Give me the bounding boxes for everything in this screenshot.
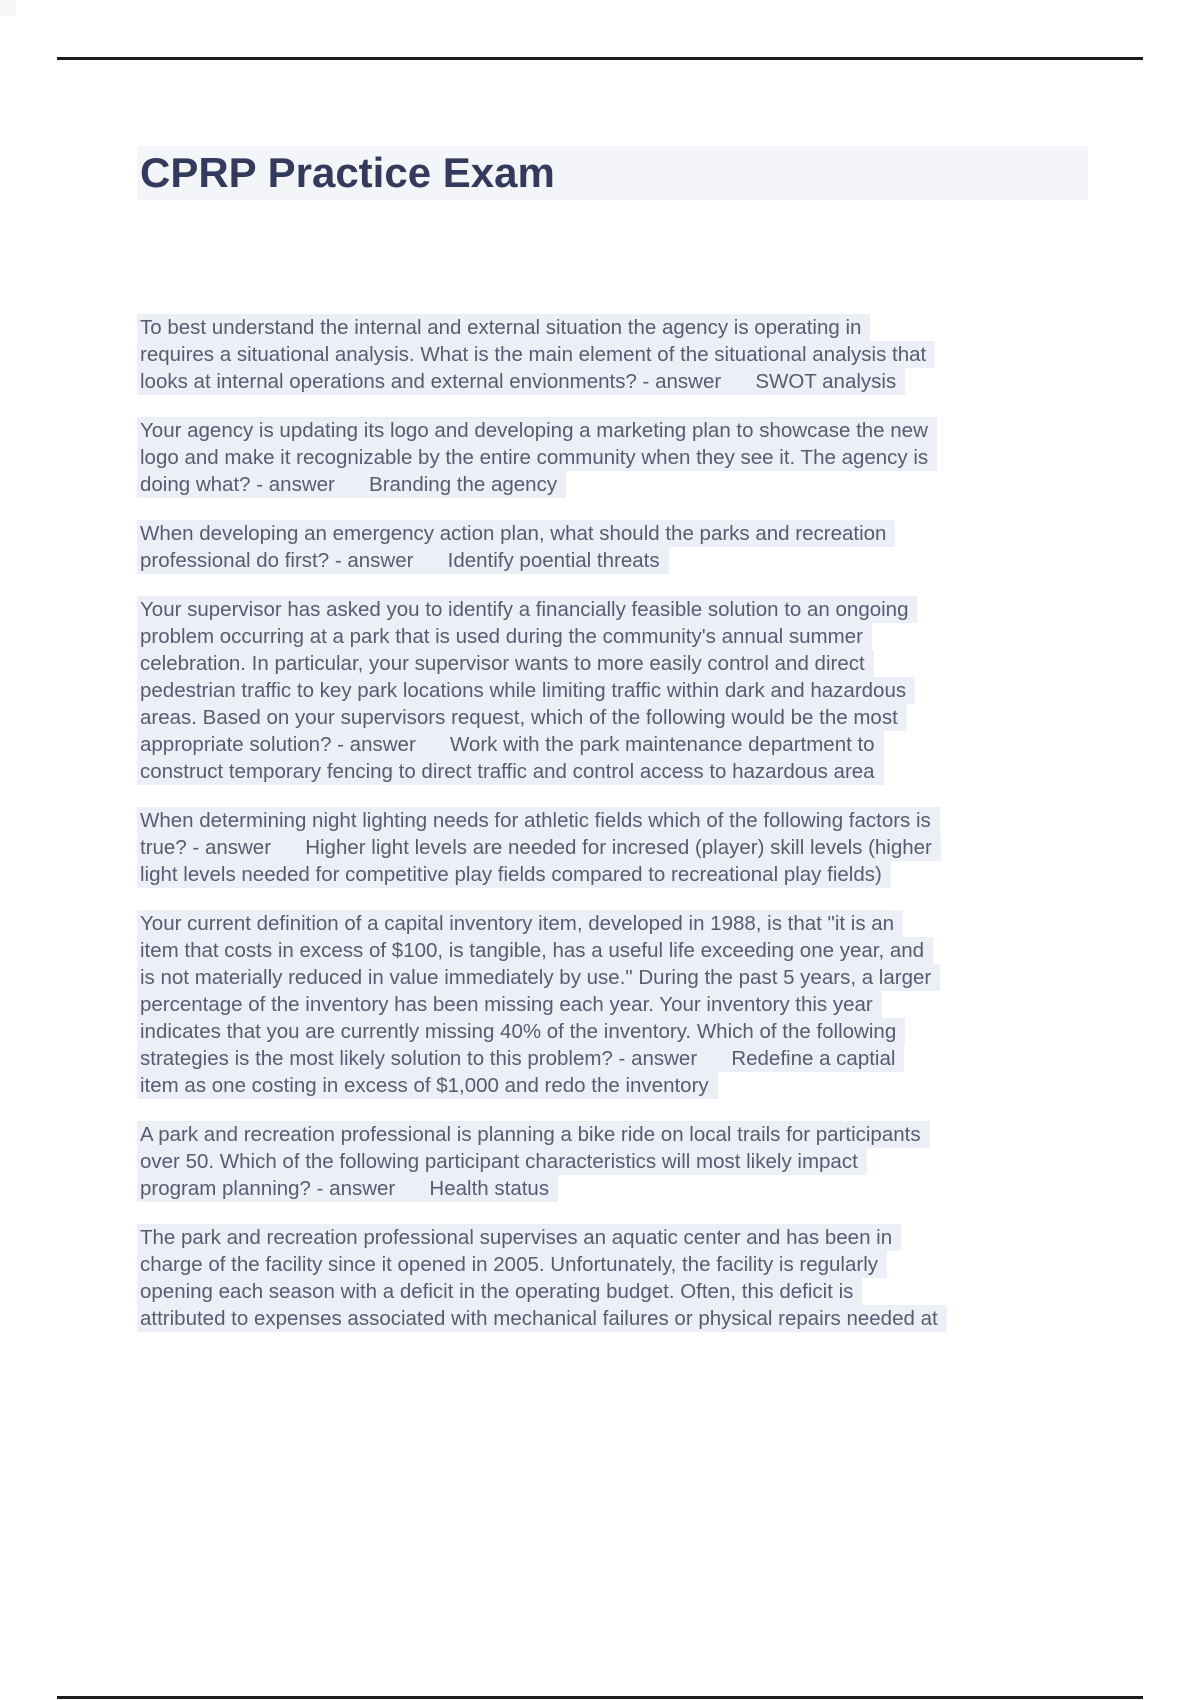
text-line: Your agency is updating its logo and developing a marketing plan to showcase the new bbox=[137, 417, 937, 444]
text-line: When developing an emergency action plan, what should the parks and recreation bbox=[137, 520, 895, 547]
text-line: When determining night lighting needs for athletic fields which of the following factors is bbox=[137, 807, 940, 834]
text-line: item that costs in excess of $100, is tangible, has a useful life exceeding one year, and bbox=[137, 937, 933, 964]
text-line: over 50. Which of the following participant characteristics will most likely impact bbox=[137, 1148, 867, 1175]
text-line: A park and recreation professional is planning a bike ride on local trails for participants bbox=[137, 1121, 930, 1148]
page-title: CPRP Practice Exam bbox=[140, 149, 555, 196]
qa-paragraph bbox=[140, 807, 1120, 888]
qa-paragraph bbox=[140, 910, 1120, 1099]
text-line: strategies is the most likely solution to this problem? - answer Redefine a captial bbox=[137, 1045, 904, 1072]
qa-paragraph bbox=[140, 1121, 1120, 1202]
text-line: doing what? - answer Branding the agency bbox=[137, 471, 566, 498]
text-line: item as one costing in excess of $1,000 and redo the inventory bbox=[137, 1072, 718, 1099]
text-line: The park and recreation professional supervises an aquatic center and has been in bbox=[137, 1224, 901, 1251]
text-line: problem occurring at a park that is used during the community's annual summer bbox=[137, 623, 872, 650]
text-line: attributed to expenses associated with mechanical failures or physical repairs needed at bbox=[137, 1305, 947, 1332]
text-line: opening each season with a deficit in the operating budget. Often, this deficit is bbox=[137, 1278, 862, 1305]
scan-corner-artifact bbox=[0, 0, 16, 16]
qa-paragraph bbox=[140, 596, 1120, 785]
text-line: indicates that you are currently missing 40% of the inventory. Which of the following bbox=[137, 1018, 905, 1045]
qa-paragraph bbox=[140, 314, 1120, 395]
text-line: percentage of the inventory has been missing each year. Your inventory this year bbox=[137, 991, 882, 1018]
text-line: Your supervisor has asked you to identify a financially feasible solution to an ongoing bbox=[137, 596, 917, 623]
text-line: light levels needed for competitive play fields compared to recreational play fields) bbox=[137, 861, 891, 888]
text-line: celebration. In particular, your supervisor wants to more easily control and direct bbox=[137, 650, 874, 677]
bottom-horizontal-rule bbox=[57, 1696, 1143, 1699]
qa-paragraph bbox=[140, 417, 1120, 498]
text-line: program planning? - answer Health status bbox=[137, 1175, 558, 1202]
qa-paragraph bbox=[140, 1224, 1120, 1332]
text-line: looks at internal operations and external envionments? - answer SWOT analysis bbox=[137, 368, 905, 395]
title-highlight-bar bbox=[137, 146, 1088, 200]
text-line: professional do first? - answer Identify poential threats bbox=[137, 547, 669, 574]
text-line: true? - answer Higher light levels are needed for incresed (player) skill levels (higher bbox=[137, 834, 941, 861]
text-line: requires a situational analysis. What is the main element of the situational analysis that bbox=[137, 341, 935, 368]
text-line: logo and make it recognizable by the entire community when they see it. The agency is bbox=[137, 444, 937, 471]
text-line: construct temporary fencing to direct traffic and control access to hazardous area bbox=[137, 758, 884, 785]
text-line: appropriate solution? - answer Work with the park maintenance department to bbox=[137, 731, 884, 758]
text-line: charge of the facility since it opened in 2005. Unfortunately, the facility is regularly bbox=[137, 1251, 887, 1278]
text-line: pedestrian traffic to key park locations while limiting traffic within dark and hazardous bbox=[137, 677, 915, 704]
qa-paragraph bbox=[140, 520, 1120, 574]
exam-content bbox=[140, 314, 1120, 1332]
text-line: Your current definition of a capital inventory item, developed in 1988, is that "it is an bbox=[137, 910, 903, 937]
text-line: areas. Based on your supervisors request, which of the following would be the most bbox=[137, 704, 907, 731]
text-line: is not materially reduced in value immediately by use." During the past 5 years, a larger bbox=[137, 964, 940, 991]
text-line: To best understand the internal and external situation the agency is operating in bbox=[137, 314, 870, 341]
top-horizontal-rule bbox=[57, 57, 1143, 60]
